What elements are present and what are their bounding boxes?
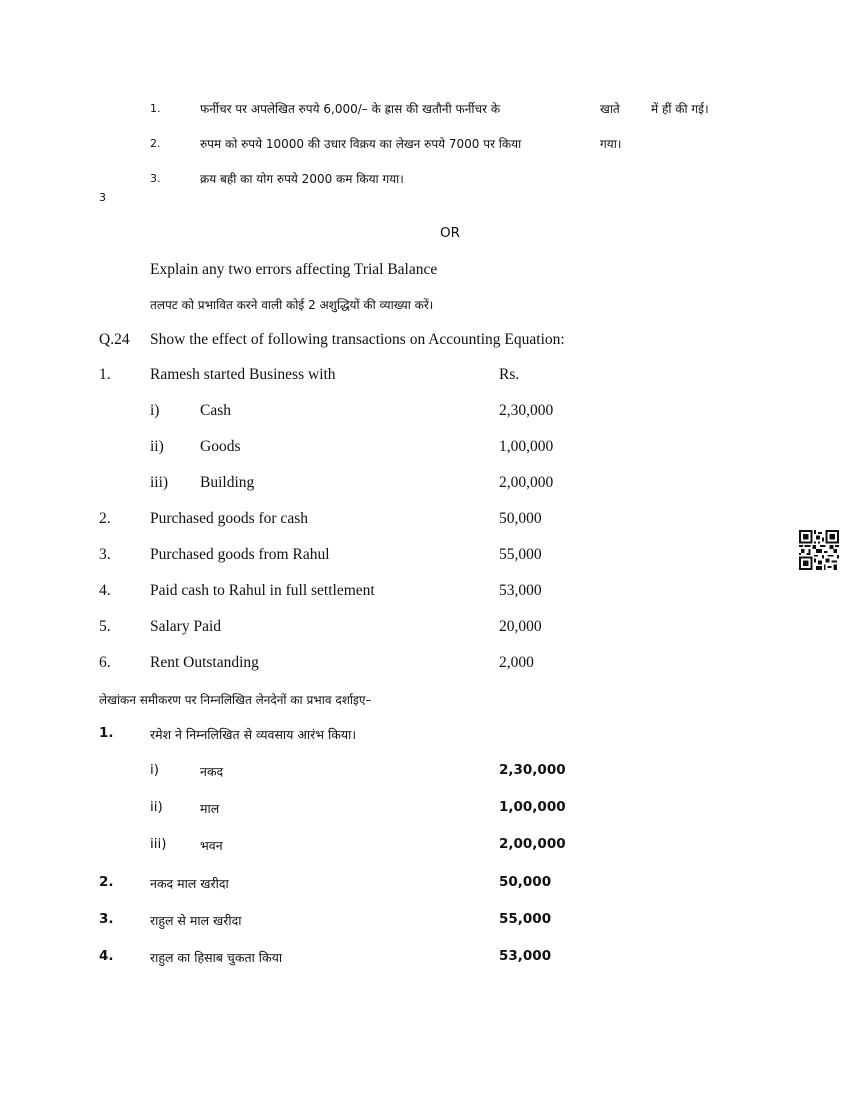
alt-question-english: Explain any two errors affecting Trial Balance [150, 261, 438, 278]
hi-item-2-number: 2. [99, 874, 114, 890]
sub-item-goods-marker: ii) [150, 438, 164, 455]
question-number: Q.24 [99, 331, 130, 348]
hi-item-2-amount: 50,000 [499, 874, 552, 890]
error-2-text: रुपम को रुपये 10000 की उधार विक्रय का लेखन रुपये 7000 पर किया [200, 137, 522, 151]
error-3-text: क्रय बही का योग रुपये 2000 कम किया गया। [200, 172, 404, 186]
sub-item-building-label: Building [200, 474, 255, 491]
hi-sub-item-building-marker: iii) [150, 836, 167, 852]
hi-item-3-number: 3. [99, 911, 114, 927]
hi-item-2-label: नकद माल खरीदा [150, 876, 229, 891]
hi-item-3-label: राहुल से माल खरीदा [150, 913, 242, 928]
hi-sub-item-goods-marker: ii) [150, 799, 163, 815]
item-4-number: 4. [99, 582, 111, 599]
sub-item-building-amount: 2,00,000 [499, 474, 554, 491]
hi-item-1-label: रमेश ने निम्नलिखित से व्यवसाय आरंभ किया। [150, 727, 357, 742]
error-2-number: 2. [150, 137, 161, 150]
error-3-number: 3. [150, 172, 161, 185]
item-6-number: 6. [99, 654, 111, 671]
error-1-text: फर्नीचर पर अपलेखित रुपये 6,000/– के ह्रास की खतौनी फर्नीचर के [200, 102, 501, 116]
error-2-text-part2: गया। [600, 137, 622, 151]
alt-question-hindi: तलपट को प्रभावित करने वाली कोई 2 अशुद्धियों की व्याख्या करें। [150, 298, 434, 312]
hi-sub-item-cash-label: नकद [200, 764, 224, 779]
hi-sub-item-building-label: भवन [200, 838, 223, 853]
or-separator: OR [440, 225, 461, 241]
item-6-amount: 2,000 [499, 654, 534, 671]
item-1-number: 1. [99, 366, 111, 383]
item-3-amount: 55,000 [499, 546, 542, 563]
item-5-label: Salary Paid [150, 618, 222, 635]
error-1-text-part2: खाते [600, 102, 620, 116]
item-2-label: Purchased goods for cash [150, 510, 308, 527]
hi-item-1-number: 1. [99, 725, 114, 741]
hi-sub-item-building-amount: 2,00,000 [499, 836, 566, 852]
item-4-amount: 53,000 [499, 582, 542, 599]
sub-item-cash-marker: i) [150, 402, 160, 419]
question-text: Show the effect of following transactions on Accounting Equation: [150, 331, 565, 348]
item-3-number: 3. [99, 546, 111, 563]
qr-code-icon [799, 530, 839, 570]
hi-item-4-amount: 53,000 [499, 948, 552, 964]
hi-sub-item-cash-amount: 2,30,000 [499, 762, 566, 778]
item-6-label: Rent Outstanding [150, 654, 259, 671]
hi-item-4-number: 4. [99, 948, 114, 964]
item-4-label: Paid cash to Rahul in full settlement [150, 582, 375, 599]
currency-header: Rs. [499, 366, 520, 383]
hi-item-4-label: राहुल का हिसाब चुकता किया [150, 950, 283, 965]
sub-item-cash-label: Cash [200, 402, 231, 419]
sub-item-goods-amount: 1,00,000 [499, 438, 554, 455]
item-1-label: Ramesh started Business with [150, 366, 336, 383]
marks-label: 3 [99, 191, 106, 204]
error-1-number: 1. [150, 102, 161, 115]
item-5-amount: 20,000 [499, 618, 542, 635]
item-2-amount: 50,000 [499, 510, 542, 527]
item-5-number: 5. [99, 618, 111, 635]
sub-item-goods-label: Goods [200, 438, 241, 455]
sub-item-cash-amount: 2,30,000 [499, 402, 554, 419]
hindi-question-heading: लेखांकन समीकरण पर निम्नलिखित लेनदेनों का प्रभाव दर्शाइए– [99, 693, 372, 707]
hi-sub-item-goods-label: माल [200, 801, 220, 816]
error-1-text-part3: में हीं की गई। [651, 102, 709, 116]
hi-sub-item-goods-amount: 1,00,000 [499, 799, 566, 815]
hi-sub-item-cash-marker: i) [150, 762, 160, 778]
sub-item-building-marker: iii) [150, 474, 169, 491]
item-2-number: 2. [99, 510, 111, 527]
item-3-label: Purchased goods from Rahul [150, 546, 330, 563]
hi-item-3-amount: 55,000 [499, 911, 552, 927]
